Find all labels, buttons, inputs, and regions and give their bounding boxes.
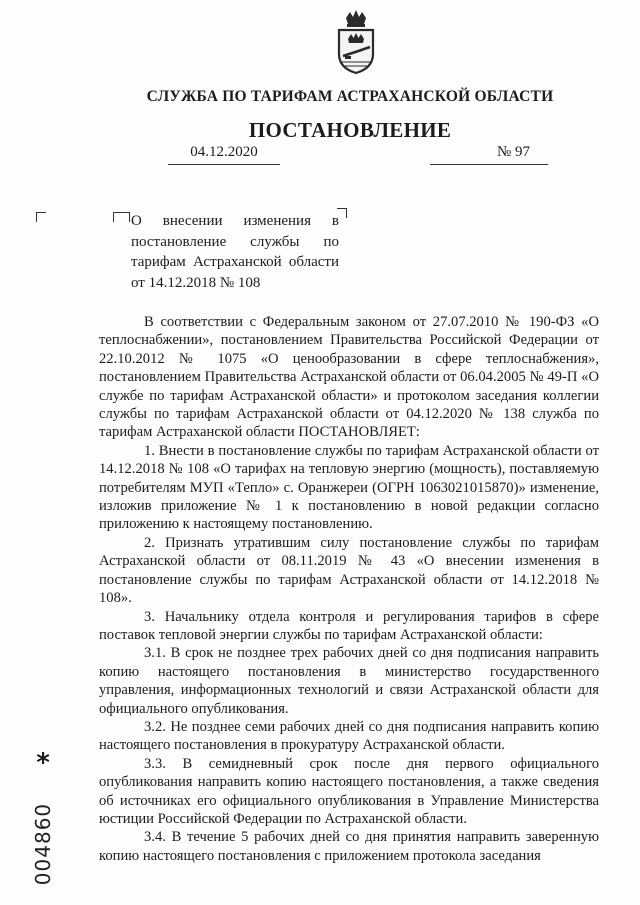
body-paragraph: 2. Признать утратившим силу постановление службы по тарифам Астраханской области от 08.11.2019 № 43 «О внесении изменения в постановление службы по тарифам Астраханской области от 14.12.2018 № 108». (99, 534, 599, 607)
body-paragraph: 3. Начальнику отдела контроля и регулирования тарифов в сфере поставок тепловой энергии службы по тарифам Астраханской области: (99, 608, 599, 643)
subject-line: от 14.12.2018 № 108 (131, 274, 261, 291)
document-number-field (430, 144, 548, 165)
document-number: № 97 (496, 144, 530, 160)
body-paragraph: 3.4. В течение 5 рабочих дней со дня принятия направить заверенную копию настоящего постановления с приложением протокола заседания (99, 829, 599, 864)
registration-star-mark: * (36, 748, 50, 778)
subject-line: тарифам Астраханской области (131, 254, 339, 270)
body-paragraph: В соответствии с Федеральным законом от 27.07.2010 № 190-ФЗ «О теплоснабжении», постановлением Правительства Российской Федерации от 22.10.2012 № 1075 «О ценообразовании в сфере теплоснабжения», постановлением Правительства Астраханской области от 06.04.2005 № 49-П «О службе по тарифам Астраханской области» и протоколом заседания коллегии службы по тарифам Астраханской области от 04.12.2020 № 138 служба по тарифам Астраханской области ПОСТАНОВЛЯЕТ: (99, 314, 599, 441)
body-paragraph: 1. Внести в постановление службы по тарифам Астраханской области от 14.12.2018 № 108 «О тарифах на тепловую энергию (мощность), поставляемую потребителям МУП «Тепло» с. Оранжереи (ОГРН 1063021015870)» изменение, изложив приложение № 1 к постановлению в новой редакции согласно приложению к настоящему постановлению. (99, 442, 599, 533)
document-type-title: ПОСТАНОВЛЕНИЕ (248, 118, 452, 142)
number-underline (430, 164, 548, 165)
body-paragraph: 3.3. В семидневный срок после дня первого официального опубликования направить копию настоящего постановления, а также сведения об источниках его официального опубликования в Управление Министерства юстиции Российской Федерации по Астраханской области. (99, 755, 599, 827)
agency-name: СЛУЖБА ПО ТАРИФАМ АСТРАХАНСКОЙ ОБЛАСТИ (146, 88, 554, 105)
body-paragraph: 3.2. Не позднее семи рабочих дней со дня подписания направить копию настоящего постановления в прокуратуру Астраханской области. (99, 718, 599, 754)
document-subject (131, 211, 339, 293)
corner-mark-left (36, 212, 46, 222)
subject-line: постановление службы по (131, 233, 339, 250)
body-paragraph: 3.1. В срок не позднее трех рабочих дней со дня подписания направить копию настоящего постановления в министерство государственного управления, информационных технологий и связи Астраханской области для официального опубликования. (99, 645, 599, 717)
date-underline (168, 164, 280, 165)
registration-number: 004860 (31, 802, 55, 886)
coat-of-arms-icon (333, 10, 379, 76)
document-date: 04.12.2020 (190, 144, 258, 160)
subject-line: О внесении изменения в (131, 213, 339, 229)
document-body (99, 313, 599, 865)
document-date-field (168, 144, 280, 165)
subject-corner-right (120, 212, 130, 222)
